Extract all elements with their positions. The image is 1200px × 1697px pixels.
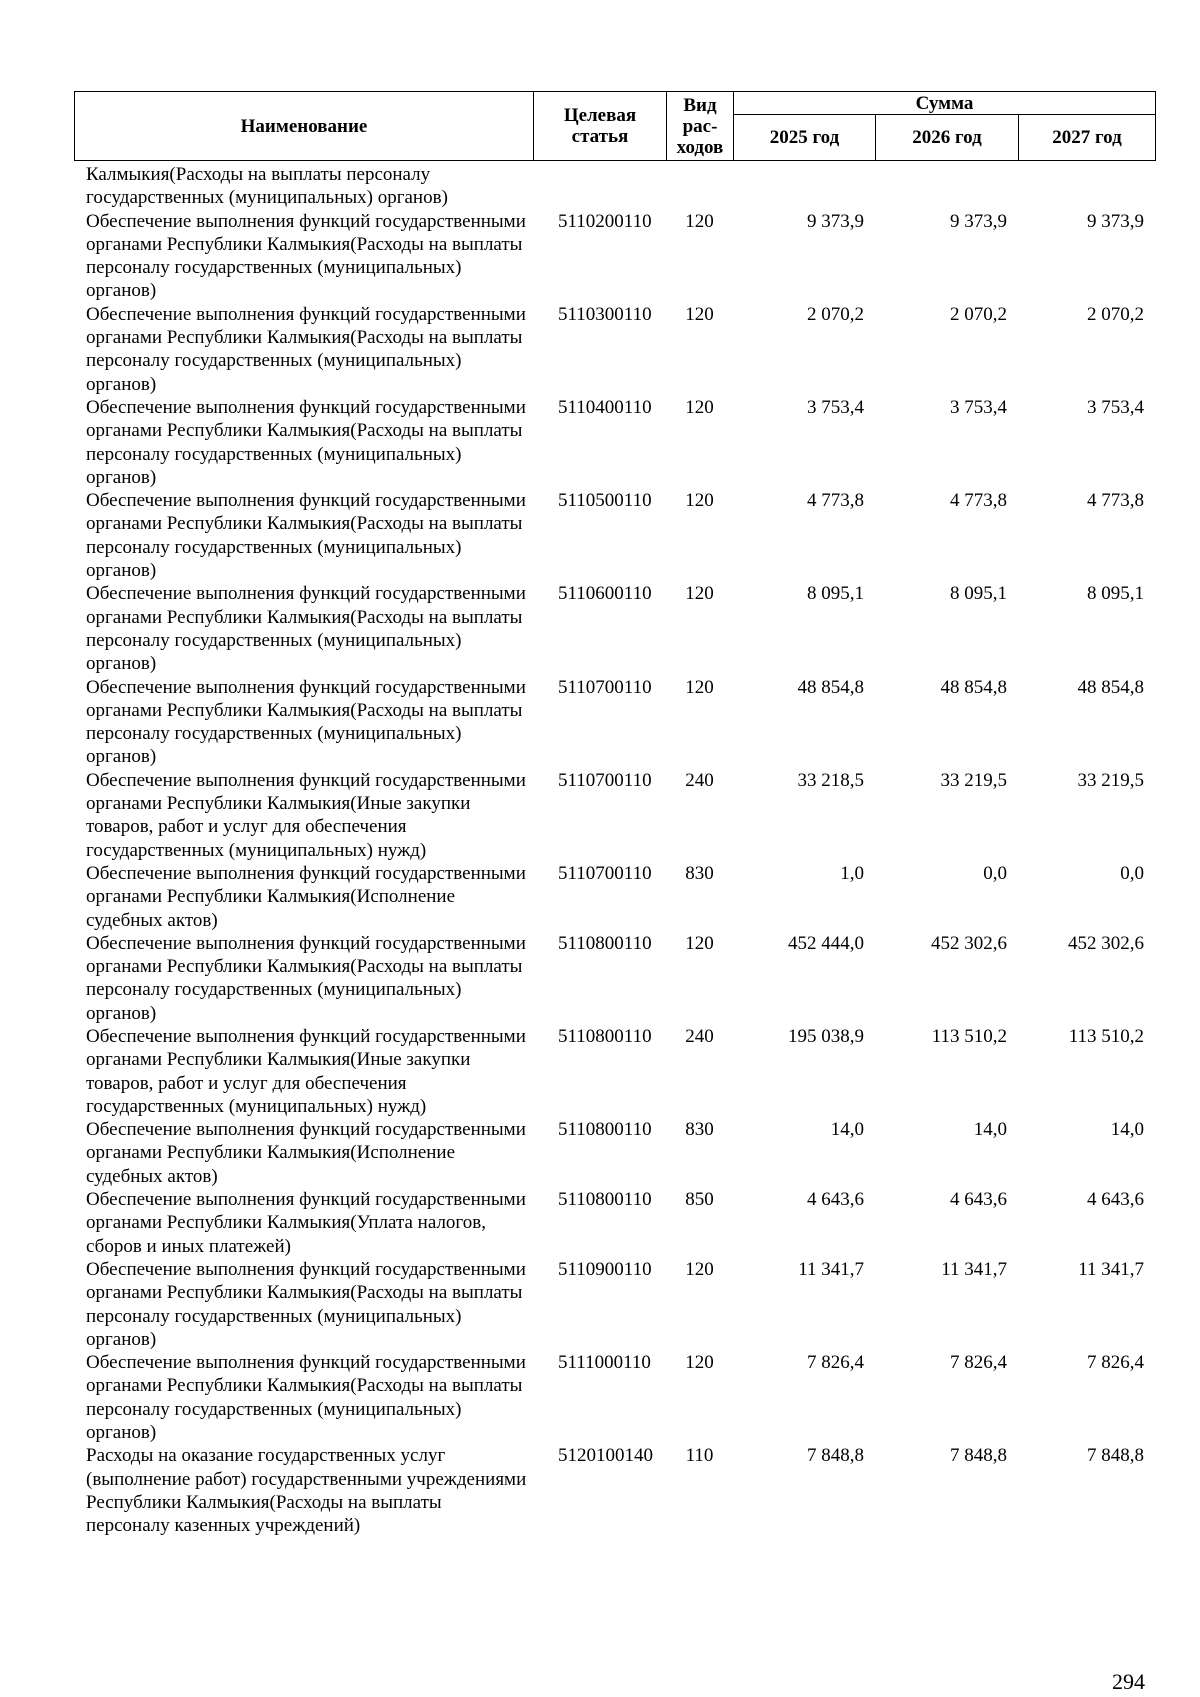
row-sum-2025: 2 070,2 (807, 303, 864, 325)
row-type: 110 (685, 1445, 714, 1467)
row-sum-2026: 11 341,7 (941, 1258, 1007, 1280)
row-sum-2027: 3 753,4 (1087, 396, 1144, 418)
table-row (74, 862, 1155, 932)
row-name: Обеспечение выполнения функций государственными органами Республики Калмыкия(Расходы на выплаты персоналу государственных (муниципальных) органов) (86, 210, 526, 302)
row-name: Обеспечение выполнения функций государственными органами Республики Калмыкия(Исполнение судебных актов) (86, 862, 526, 931)
row-sum-2026: 452 302,6 (931, 932, 1007, 954)
row-name: Обеспечение выполнения функций государственными органами Республики Калмыкия(Расходы на выплаты персоналу государственных (муниципальных) органов) (86, 932, 526, 1024)
page-number: 294 (1112, 1669, 1145, 1694)
row-sum-2027: 452 302,6 (1068, 932, 1144, 954)
row-sum-2025: 7 826,4 (807, 1352, 864, 1374)
header-type (667, 92, 734, 161)
row-code: 5110700110 (558, 769, 652, 791)
row-type: 850 (685, 1189, 714, 1211)
row-sum-2026: 8 095,1 (950, 583, 1007, 605)
header-2027: 2027 год (1019, 115, 1156, 161)
table-row (74, 1351, 1155, 1444)
row-type: 120 (685, 583, 714, 605)
row-code: 5110700110 (558, 676, 652, 698)
row-sum-2026: 33 219,5 (940, 769, 1007, 791)
row-type: 120 (685, 1352, 714, 1374)
row-sum-2025: 3 753,4 (807, 396, 864, 418)
row-sum-2025: 452 444,0 (788, 932, 864, 954)
table-row (74, 582, 1155, 675)
row-sum-2027: 113 510,2 (1068, 1025, 1144, 1047)
row-code: 5110800110 (558, 1189, 652, 1211)
table-row (74, 769, 1155, 862)
table-row (74, 932, 1155, 1025)
row-type: 240 (685, 769, 714, 791)
row-sum-2025: 14,0 (830, 1119, 864, 1141)
row-code: 5110200110 (558, 210, 652, 232)
row-sum-2025: 8 095,1 (807, 583, 864, 605)
row-sum-2026: 9 373,9 (950, 210, 1007, 232)
row-sum-2027: 4 643,6 (1087, 1189, 1144, 1211)
row-type: 120 (685, 396, 714, 418)
row-code: 5110400110 (558, 396, 652, 418)
header-2025: 2025 год (734, 115, 876, 161)
row-type: 120 (685, 932, 714, 954)
row-sum-2027: 33 219,5 (1077, 769, 1144, 791)
row-sum-2027: 0,0 (1120, 862, 1144, 884)
row-sum-2027: 11 341,7 (1078, 1258, 1144, 1280)
row-sum-2025: 33 218,5 (797, 769, 864, 791)
row-sum-2026: 2 070,2 (950, 303, 1007, 325)
row-code: 5110600110 (558, 583, 652, 605)
row-type: 120 (685, 490, 714, 512)
row-sum-2026: 14,0 (973, 1119, 1007, 1141)
row-sum-2026: 7 826,4 (950, 1352, 1007, 1374)
row-sum-2027: 7 848,8 (1087, 1445, 1144, 1467)
row-name: Обеспечение выполнения функций государственными органами Республики Калмыкия(Уплата налогов, сборов и иных платежей) (86, 1189, 526, 1257)
row-sum-2027: 7 826,4 (1087, 1352, 1144, 1374)
row-type: 120 (685, 303, 714, 325)
row-name: Обеспечение выполнения функций государственными органами Республики Калмыкия(Расходы на выплаты персоналу государственных (муниципальных) органов) (86, 490, 526, 582)
header-target (534, 92, 667, 161)
row-type: 120 (685, 676, 714, 698)
row-sum-2026: 4 773,8 (950, 490, 1007, 512)
row-code: 5110800110 (558, 932, 652, 954)
row-sum-2025: 4 643,6 (807, 1189, 864, 1211)
row-sum-2027: 8 095,1 (1087, 583, 1144, 605)
row-name: Обеспечение выполнения функций государственными органами Республики Калмыкия(Исполнение судебных актов) (86, 1119, 526, 1187)
row-sum-2025: 9 373,9 (807, 210, 864, 232)
row-name: Обеспечение выполнения функций государственными органами Республики Калмыкия(Иные закупки товаров, работ и услуг для обеспечения государственных (муниципальных) нужд) (86, 769, 526, 861)
header-type-text: Вид рас-ходов (676, 94, 724, 158)
row-sum-2027: 2 070,2 (1087, 303, 1144, 325)
row-name: Обеспечение выполнения функций государственными органами Республики Калмыкия(Расходы на выплаты персоналу государственных (муниципальных) органов) (86, 676, 526, 768)
table-row (74, 489, 1155, 582)
row-sum-2026: 48 854,8 (940, 676, 1007, 698)
table-row (74, 210, 1155, 303)
row-name: Обеспечение выполнения функций государственными органами Республики Калмыкия(Расходы на выплаты персоналу государственных (муниципальных) органов) (86, 1352, 526, 1444)
row-sum-2027: 4 773,8 (1087, 490, 1144, 512)
row-code: 5111000110 (558, 1352, 651, 1374)
row-sum-2025: 195 038,9 (788, 1025, 864, 1047)
row-type: 120 (685, 1258, 714, 1280)
header-target-text: Целевая статья (563, 105, 637, 147)
table-row (74, 1188, 1155, 1258)
row-sum-2026: 7 848,8 (950, 1445, 1007, 1467)
table-row (74, 676, 1155, 769)
row-code: 5110800110 (558, 1025, 652, 1047)
row-name: Обеспечение выполнения функций государственными органами Республики Калмыкия(Расходы на выплаты персоналу государственных (муниципальных) органов) (86, 396, 526, 488)
row-code: 5110500110 (558, 490, 652, 512)
row-sum-2025: 4 773,8 (807, 490, 864, 512)
row-code: 5120100140 (558, 1445, 653, 1467)
row-sum-2025: 48 854,8 (797, 676, 864, 698)
row-sum-2026: 3 753,4 (950, 396, 1007, 418)
table-row (74, 303, 1155, 396)
row-sum-2025: 11 341,7 (798, 1258, 864, 1280)
table-row (74, 1444, 1155, 1537)
row-name: Обеспечение выполнения функций государственными органами Республики Калмыкия(Расходы на выплаты персоналу государственных (муниципальных) органов) (86, 1258, 526, 1350)
row-type: 830 (685, 1119, 714, 1141)
row-type: 120 (685, 210, 714, 232)
row-name: Расходы на оказание государственных услуг (выполнение работ) государственными учреждениями Республики Калмыкия(Расходы на выплаты персоналу казенных учреждений) (86, 1445, 527, 1537)
row-sum-2027: 14,0 (1110, 1119, 1144, 1141)
table-row (74, 1025, 1155, 1118)
row-type: 240 (685, 1025, 714, 1047)
row-type: 830 (685, 862, 714, 884)
continuation-row (74, 163, 1155, 210)
header-sum: Сумма (734, 92, 1156, 115)
row-sum-2026: 0,0 (983, 862, 1007, 884)
table-row (74, 396, 1155, 489)
row-name: Обеспечение выполнения функций государственными органами Республики Калмыкия(Иные закупки товаров, работ и услуг для обеспечения государственных (муниципальных) нужд) (86, 1025, 526, 1117)
table-header (74, 91, 1156, 161)
row-sum-2025: 7 848,8 (807, 1445, 864, 1467)
table-row (74, 1258, 1155, 1351)
row-sum-2027: 48 854,8 (1077, 676, 1144, 698)
row-sum-2025: 1,0 (840, 862, 864, 884)
row-code: 5110800110 (558, 1119, 652, 1141)
header-name: Наименование (75, 92, 534, 161)
row-sum-2027: 9 373,9 (1087, 210, 1144, 232)
header-2026: 2026 год (876, 115, 1019, 161)
continuation-text: Калмыкия(Расходы на выплаты персоналу государственных (муниципальных) органов) (86, 164, 448, 209)
table-row (74, 1118, 1155, 1188)
row-code: 5110700110 (558, 862, 652, 884)
row-sum-2026: 113 510,2 (931, 1025, 1007, 1047)
row-sum-2026: 4 643,6 (950, 1189, 1007, 1211)
row-code: 5110300110 (558, 303, 652, 325)
row-name: Обеспечение выполнения функций государственными органами Республики Калмыкия(Расходы на выплаты персоналу государственных (муниципальных) органов) (86, 583, 526, 675)
table-body (74, 163, 1155, 1538)
row-name: Обеспечение выполнения функций государственными органами Республики Калмыкия(Расходы на выплаты персоналу государственных (муниципальных) органов) (86, 303, 526, 395)
row-code: 5110900110 (558, 1258, 652, 1280)
